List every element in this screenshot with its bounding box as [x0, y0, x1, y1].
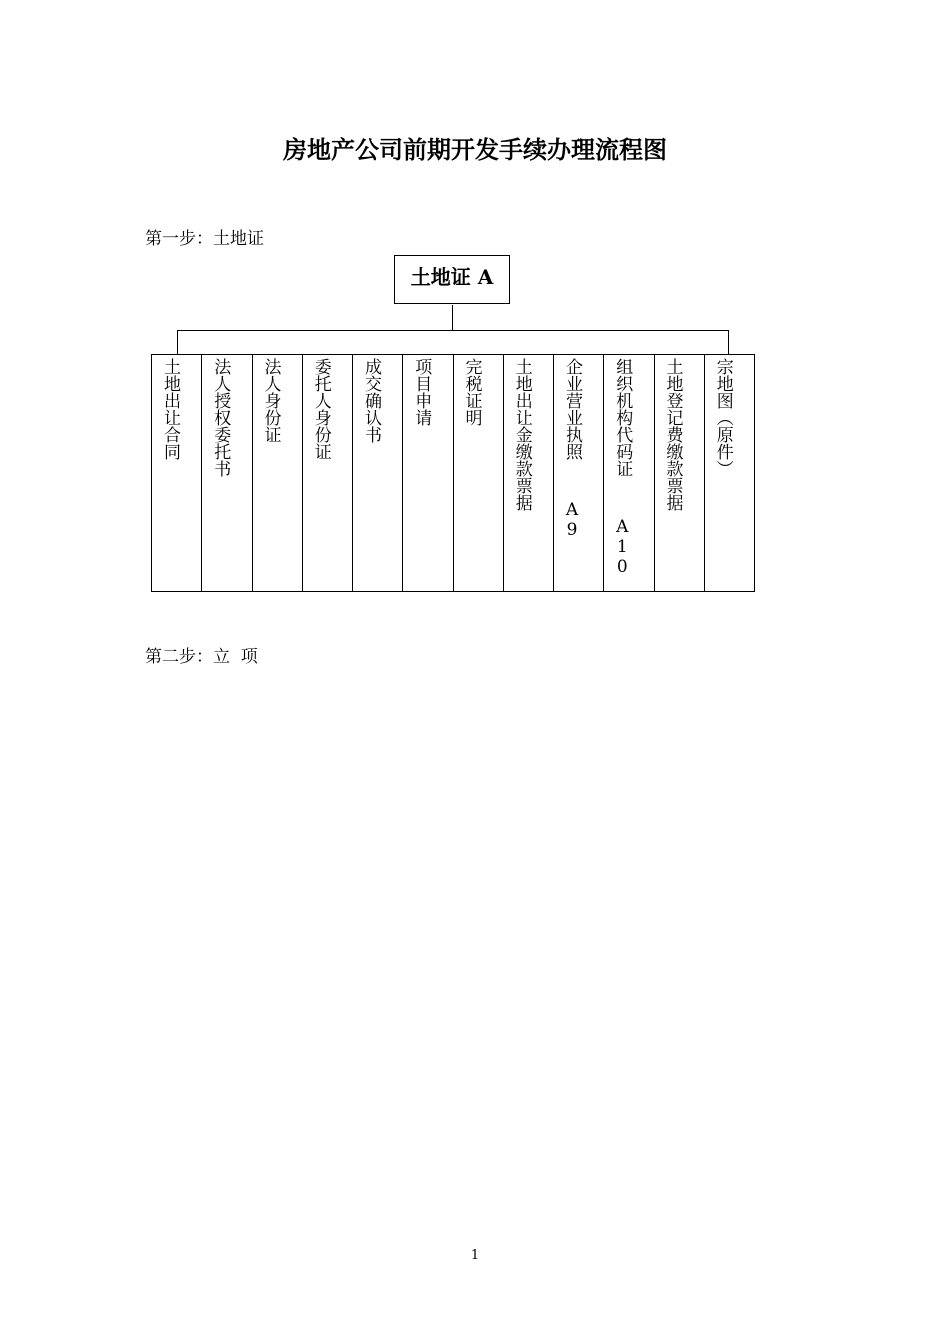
flowchart-item-label: 宗地图（原件） [712, 358, 733, 477]
flowchart-item-label: 委托人身份证 [310, 358, 331, 460]
flowchart-item [202, 355, 252, 591]
connector-left-drop [177, 330, 178, 355]
flowchart-item [705, 355, 754, 591]
flowchart-items-row [151, 354, 755, 592]
flowchart-item [655, 355, 705, 591]
flowchart-item [604, 355, 654, 591]
flowchart-item [353, 355, 403, 591]
flowchart-item-label: 完税证明 [461, 358, 482, 426]
page-number: 1 [470, 1248, 480, 1263]
flowchart-item [403, 355, 453, 591]
flowchart-root-box: 土地证 A [394, 255, 510, 304]
flowchart-item-label: 成交确认书 [361, 358, 381, 443]
flowchart-item-label: 企业营业执照 A9 [562, 358, 582, 540]
flowchart-item-label: 项目申请 [411, 358, 432, 426]
flowchart-item [504, 355, 554, 591]
flowchart-item-label: 组织机构代码证 A10 [612, 358, 633, 577]
flowchart-item [554, 355, 604, 591]
connector-right-drop [728, 330, 729, 355]
flowchart-item-label: 土地出让金缴款票据 [511, 358, 532, 511]
step-2-label: 第二步：立 项 [145, 647, 258, 667]
flowchart-item [454, 355, 504, 591]
flowchart-item [303, 355, 353, 591]
flowchart-item-label: 土地登记费缴款票据 [662, 358, 683, 511]
flowchart-item-label: 法人授权委托书 [210, 358, 231, 477]
flowchart-item [253, 355, 303, 591]
document-title: 房地产公司前期开发手续办理流程图 [283, 135, 667, 164]
flowchart-item [152, 355, 202, 591]
flowchart-item-label: 法人身份证 [260, 358, 281, 443]
step-1-label: 第一步：土地证 [145, 229, 264, 249]
connector-horizontal-bar [177, 330, 729, 331]
flowchart-item-label: 土地出让合同 [160, 358, 180, 460]
connector-root-vertical [452, 305, 453, 331]
